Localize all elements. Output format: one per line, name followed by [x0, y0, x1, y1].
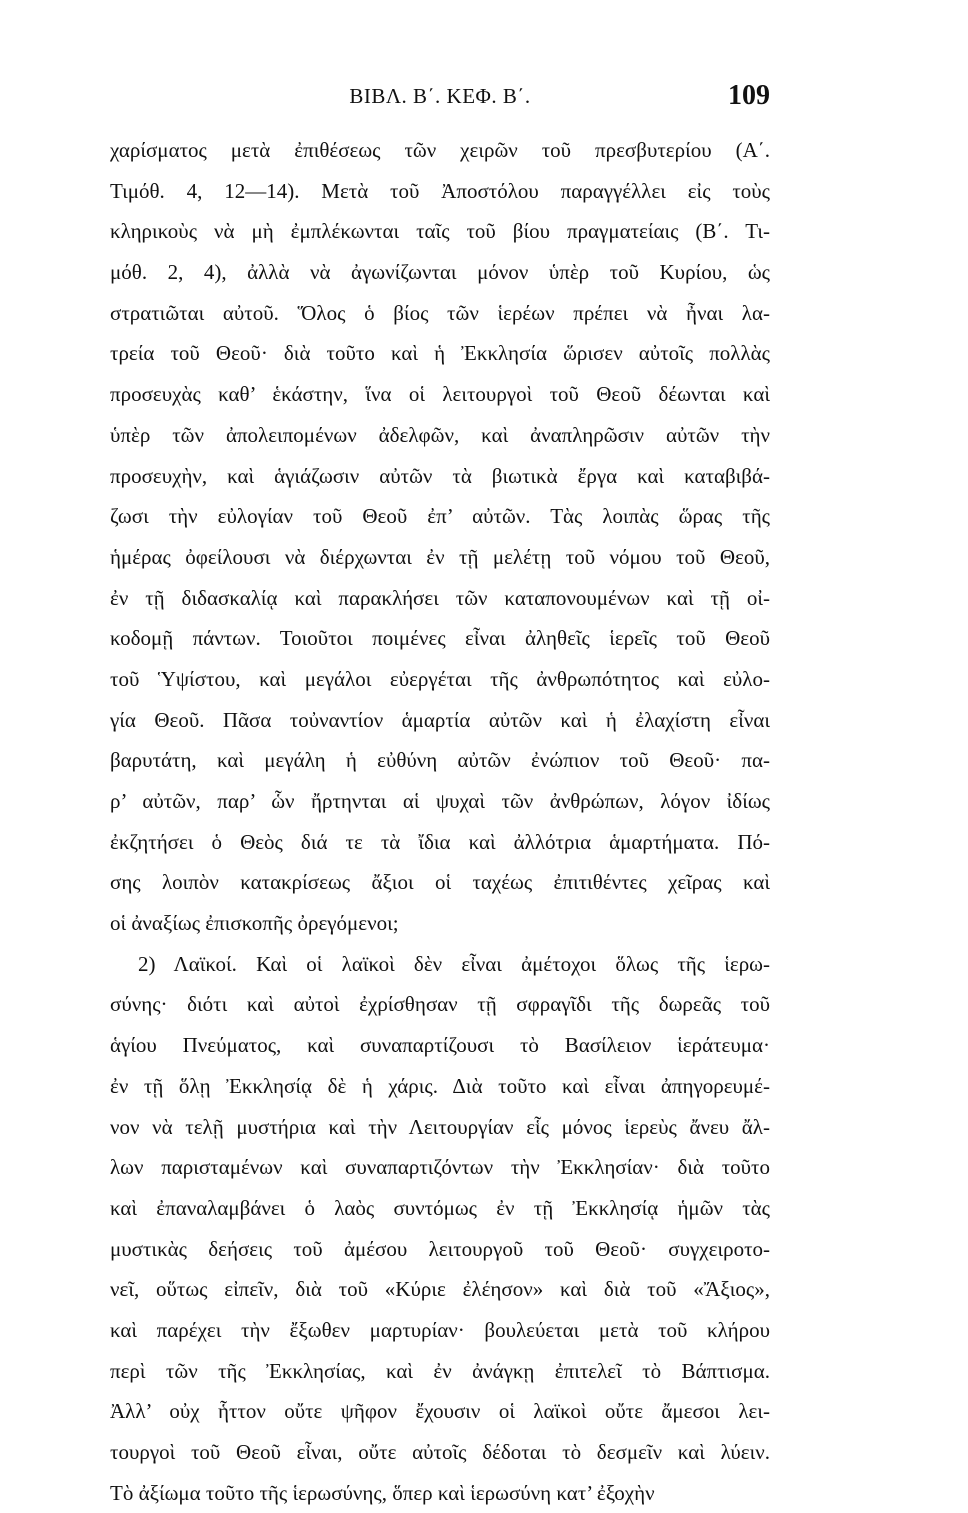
text-line: στρατιῶται αὐτοῦ. Ὅλος ὁ βίος τῶν ἱερέων πρέπει νὰ ἦναι λα- [110, 300, 770, 325]
text-line: γία Θεοῦ. Πᾶσα τοὐναντίον ἁμαρτία αὐτῶν καὶ ἡ ἐλαχίστη εἶναι [110, 707, 770, 732]
text-line: μυστικὰς δεήσεις τοῦ ἀμέσου λειτουργοῦ τοῦ Θεοῦ· συγχειροτο- [110, 1236, 770, 1261]
text-line: χαρίσματος μετὰ ἐπιθέσεως τῶν χειρῶν τοῦ πρεσβυτερίου (Α΄. [110, 138, 770, 162]
text-line: Ἀλλ’ οὐχ ἧττον οὔτε ψῆφον ἔχουσιν οἱ λαϊκοὶ οὔτε ἄμεσοι λει- [110, 1399, 770, 1424]
text-line: προσευχὰς καθ’ ἑκάστην, ἵνα οἱ λειτουργοὶ τοῦ Θεοῦ δέωνται καὶ [110, 382, 770, 407]
text-line: περὶ τῶν τῆς Ἐκκλησίας, καὶ ἐν ἀνάγκῃ ἐπιτελεῖ τὸ Βάπτισμα. [110, 1358, 770, 1383]
text-line: 2) Λαϊκοί. Καὶ οἱ λαϊκοὶ δὲν εἶναι ἀμέτοχοι ὅλως τῆς ἱερω- [138, 951, 770, 976]
text-line: ἁγίου Πνεύματος, καὶ συναπαρτίζουσι τὸ Βασίλειον ἱεράτευμα· [110, 1033, 770, 1058]
page-number: 109 [728, 80, 770, 111]
text-line: προσευχὴν, καὶ ἁγιάζωσιν αὐτῶν τὰ βιωτικὰ ἔργα καὶ καταβιβά- [110, 463, 770, 488]
text-line: τοῦ Ὑψίστου, καὶ μεγάλοι εὐεργέται τῆς ἀνθρωπότητος καὶ εὐλο- [110, 666, 770, 691]
text-line: σύνης· διότι καὶ αὐτοὶ ἐχρίσθησαν τῇ σφραγῖδι τῆς δωρεᾶς τοῦ [110, 992, 770, 1017]
text-line: Τὸ ἀξίωμα τοῦτο τῆς ἱερωσύνης, ὅπερ καὶ ἱερωσύνη κατ’ ἐξοχὴν [110, 1480, 655, 1505]
text-line: Τιμόθ. 4, 12—14). Μετὰ τοῦ Ἀποστόλου παραγγέλλει εἰς τοὺς [110, 178, 770, 203]
body-text [110, 130, 770, 1513]
text-line: οἱ ἀναξίως ἐπισκοπῆς ὀρεγόμενοι; [110, 911, 399, 936]
text-line: ἐν τῇ διδασκαλίᾳ καὶ παρακλήσει τῶν καταπονουμένων καὶ τῇ οἰ- [110, 585, 770, 610]
text-line: κοδομῇ πάντων. Τοιοῦτοι ποιμένες εἶναι ἀληθεῖς ἱερεῖς τοῦ Θεοῦ [110, 626, 770, 651]
text-line: ἐν τῇ ὅλῃ Ἐκκλησίᾳ δὲ ἡ χάρις. Διὰ τοῦτο καὶ εἶναι ἀπηγορευμέ- [110, 1073, 770, 1098]
running-title: ΒΙΒΛ. Β΄. ΚΕΦ. Β΄. [349, 84, 531, 108]
text-line: ἐκζητήσει ὁ Θεὸς διά τε τὰ ἴδια καὶ ἀλλότρια ἁμαρτήματα. Πό- [110, 829, 770, 854]
text-line: καὶ ἐπαναλαμβάνει ὁ λαὸς συντόμως ἐν τῇ Ἐκκλησίᾳ ἡμῶν τὰς [110, 1195, 770, 1220]
text-line: νον νὰ τελῇ μυστήρια καὶ τὴν Λειτουργίαν εἷς μόνος ἱερεὺς ἄνευ ἄλ- [110, 1114, 770, 1139]
text-line: ζωσι τὴν εὐλογίαν τοῦ Θεοῦ ἐπ’ αὐτῶν. Τὰς λοιπὰς ὥρας τῆς [110, 504, 770, 529]
text-line: τουργοὶ τοῦ Θεοῦ εἶναι, οὔτε αὐτοῖς δέδοται τὸ δεσμεῖν καὶ λύειν. [110, 1440, 770, 1464]
running-head [110, 80, 770, 120]
text-line: τρεία τοῦ Θεοῦ· διὰ τοῦτο καὶ ἡ Ἐκκλησία ὥρισεν αὐτοῖς πολλὰς [110, 341, 770, 366]
text-line: σης λοιπὸν κατακρίσεως ἄξιοι οἱ ταχέως ἐπιτιθέντες χεῖρας καὶ [110, 870, 770, 895]
text-line: νεῖ, οὕτως εἰπεῖν, διὰ τοῦ «Κύριε ἐλέησον» καὶ διὰ τοῦ «Ἄξιος», [110, 1277, 770, 1302]
text-line: μόθ. 2, 4), ἀλλὰ νὰ ἀγωνίζωνται μόνον ὑπὲρ τοῦ Κυρίου, ὡς [110, 260, 770, 285]
text-line: ἡμέρας ὀφείλουσι νὰ διέρχωνται ἐν τῇ μελέτῃ τοῦ νόμου τοῦ Θεοῦ, [110, 544, 770, 569]
text-line: ρ’ αὐτῶν, παρ’ ὧν ἤρτηνται αἱ ψυχαὶ τῶν ἀνθρώπων, λόγον ἰδίως [110, 789, 770, 813]
text-line: κληρικοὺς νὰ μὴ ἐμπλέκωνται ταῖς τοῦ βίου πραγματείαις (Β΄. Τι- [110, 219, 770, 244]
text-line: καὶ παρέχει τὴν ἔξωθεν μαρτυρίαν· βουλεύεται μετὰ τοῦ κλήρου [110, 1317, 770, 1342]
text-line: βαρυτάτη, καὶ μεγάλη ἡ εὐθύνη αὐτῶν ἐνώπιον τοῦ Θεοῦ· πα- [110, 748, 770, 773]
text-line: ὑπὲρ τῶν ἀπολειπομένων ἀδελφῶν, καὶ ἀναπληρῶσιν αὐτῶν τὴν [110, 422, 770, 447]
text-line: λων παρισταμένων καὶ συναπαρτιζόντων τὴν Ἐκκλησίαν· διὰ τοῦτο [110, 1155, 770, 1180]
